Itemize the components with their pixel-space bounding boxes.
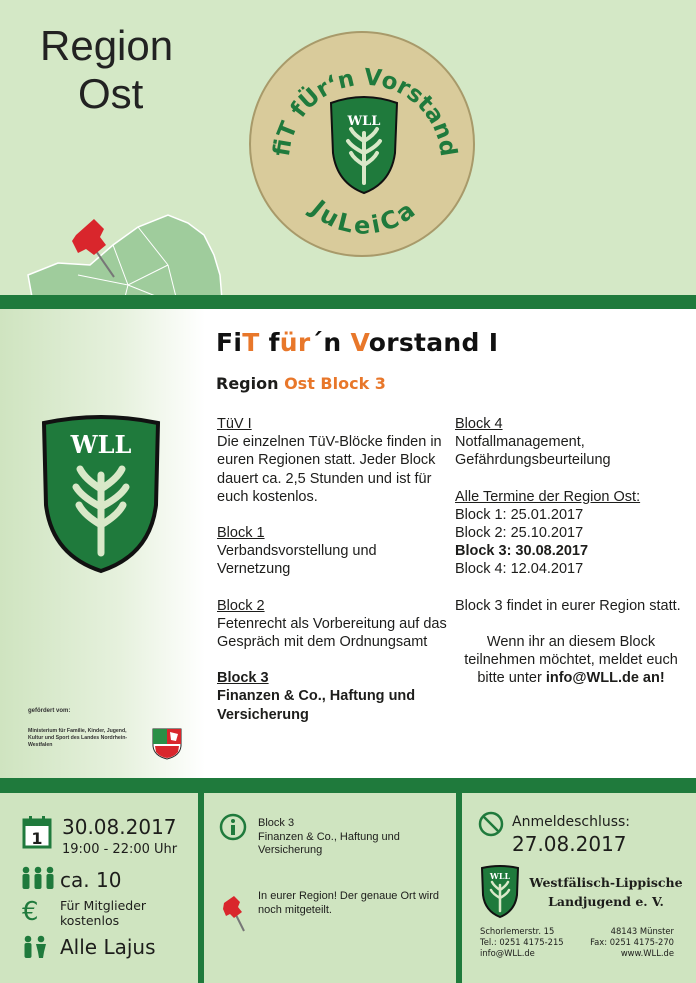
info-divider-1 [198, 793, 204, 983]
svg-text:JuLeiCa [304, 193, 423, 239]
tuv-text: Die einzelnen TüV-Blöcke finden in euren Regionen statt. Jeder Block dauert ca. 2,5 Stunden und ist für euch kostenlos. [217, 434, 442, 505]
left-column [217, 415, 449, 724]
block4-text: Notfallmanagement, Gefährdungsbeurteilung [455, 434, 611, 469]
dates-title: Alle Termine der Region Ost: [455, 488, 641, 505]
block3-text: Finanzen & Co., Haftung und Versicherung [217, 688, 416, 723]
signup-email-link[interactable]: info@WLL.de [545, 670, 639, 687]
contact-line [480, 948, 674, 958]
date-block4: Block 4: 12.04.2017 [455, 561, 584, 578]
signup-note: Wenn ihr an diesem Block teilnehmen möchtet, meldet euch bitte unter info@WLL.de an! [464, 633, 678, 687]
info-block [258, 817, 448, 858]
block3-title: Block 3 [217, 670, 269, 687]
sponsor-block [28, 708, 198, 748]
block2-title: Block 2 [217, 597, 265, 614]
place-note: In eurer Region! Der genaue Ort wird noch mitgeteilt. [258, 890, 439, 916]
badge-arc-top: fiT fÜr‘n Vorstand [268, 64, 462, 159]
block1-title: Block 1 [217, 525, 265, 542]
euro-icon: € [22, 897, 39, 927]
address-line: Schorlemerstr. 15 48143 Münster [480, 926, 674, 936]
info-block-text: Finanzen & Co., Haftung und Versicherung [258, 830, 400, 856]
calendar-icon [22, 815, 52, 854]
info-icon [219, 813, 247, 846]
deadline-date: 27.08.2017 [512, 832, 627, 856]
people-group-icon [20, 866, 56, 895]
badge-arc-bottom: JuLeiCa [305, 194, 423, 240]
nrw-crest-icon [152, 728, 182, 760]
block4-title: Block 4 [455, 416, 503, 432]
svg-text:WLL: WLL [70, 430, 132, 459]
target-group: Alle Lajus [60, 935, 156, 959]
right-column [455, 415, 687, 687]
event-time: 19:00 - 22:00 Uhr [62, 842, 178, 857]
main-heading: FiT für´n Vorstand I [216, 328, 499, 357]
no-entry-icon [478, 811, 504, 842]
sub-heading: Region Ost Block 3 [216, 374, 386, 393]
wll-shield-small-icon [331, 97, 397, 193]
org-web-link[interactable]: www.WLL.de [620, 948, 674, 958]
location-note: Block 3 findet in eurer Region statt. [455, 597, 681, 614]
svg-text:1: 1 [31, 829, 43, 848]
org-name: Westfälisch-Lippische Landjugend e. V. [529, 875, 683, 909]
phone-line: Tel.: 0251 4175-215 Fax: 0251 4175-270 [480, 937, 674, 947]
date-block2: Block 2: 25.10.2017 [455, 525, 584, 542]
info-divider-2 [456, 793, 462, 983]
svg-text:WLL: WLL [489, 871, 511, 881]
push-pin-small-icon [222, 895, 248, 940]
participant-count: ca. 10 [60, 868, 122, 892]
deadline-label: Anmeldeschluss: [512, 814, 631, 830]
date-block1: Block 1: 25.01.2017 [455, 506, 584, 523]
block1-text: Verbandsvorstellung und Vernetzung [217, 543, 377, 578]
wll-logo-icon [40, 415, 162, 575]
svg-text:WLL: WLL [347, 114, 381, 129]
info-block-title: Block 3 [258, 817, 295, 829]
bottom-green-band [0, 778, 696, 793]
sponsor-label: gefördert vom: [28, 708, 71, 714]
tuv-title: TüV I [217, 416, 252, 432]
region-title: Region Ost [40, 22, 174, 117]
org-email-link[interactable]: info@WLL.de [480, 948, 535, 958]
block2-text: Fetenrecht als Vorbereitung auf das Gespräch mit dem Ordnungsamt [217, 615, 447, 651]
couple-icon [22, 935, 48, 964]
top-green-band [0, 295, 696, 309]
price-note: Für Mitglieder kostenlos [60, 898, 147, 928]
event-date: 30.08.2017 [62, 815, 177, 839]
wll-logo-small-icon [480, 865, 520, 924]
ministry-name: Ministerium für Familie, Kinder, Jugend, Kultur und Sport des Landes Nordrhein-Westfalen [28, 728, 128, 748]
juleica-badge [249, 31, 475, 257]
date-block3: Block 3: 30.08.2017 [455, 543, 589, 560]
